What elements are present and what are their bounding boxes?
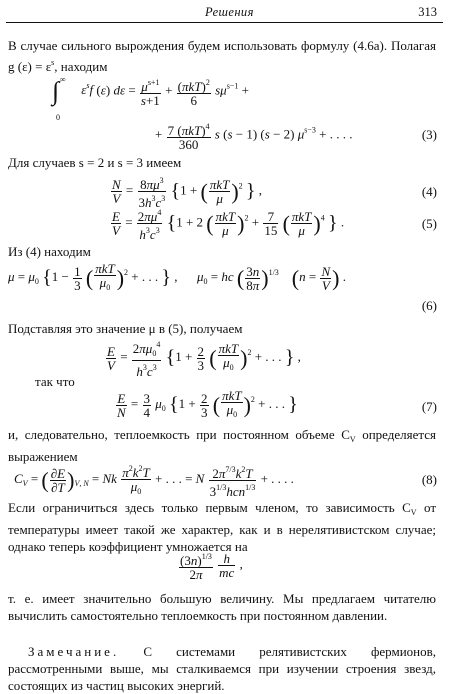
note-label: Замечание. xyxy=(28,644,120,659)
paragraph-heat-capacity: и, следовательно, теплоемкость при постоянном объеме $C_V$ определяется выражением xyxy=(8,427,436,464)
equation-coefficient: $\frac{(3n)^{1/3}}{2\pi}$ $\frac{h}{mc}$ , xyxy=(180,551,243,582)
page-number: 313 xyxy=(418,5,437,19)
equation-3-line-2: + $\frac{7 (\pi kT)^4}{360}$ s (s − 1) (s − 2) $\mu^{s-3}$ + . . . . xyxy=(155,122,353,152)
equation-number-5: (5) xyxy=(421,216,437,231)
equation-number-6: (6) xyxy=(421,298,437,313)
equation-4: $\frac{N}{V}$ = $\frac{8\pi\mu^3}{3h^3c^3}$ {1 + ( $\frac{\text{πkT}}{\mu}$ )$^2$ } , xyxy=(112,176,263,210)
paragraph-intro: В случае сильного вырождения будем использовать формулу (4.6а). Полагая g $(\varepsilon) = \varepsilon^s$, находим xyxy=(8,38,436,74)
paragraph-first-term: Если ограничиться здесь только первым членом, то зависимость $C_V$ от температуры имеет такой же характер, как и в нерелятивистском случае; однако теперь коэффициент умножается на xyxy=(8,500,436,554)
header-rule xyxy=(6,22,443,23)
paragraph-note: Замечание. С системами релятивистских фермионов, рассмотренными выше, мы сталкиваемся при изучении строения звезд, состоящих из частиц высоких энергий. xyxy=(8,644,436,693)
equation-3-line-1: ∞ ∫ 0 $\varepsilon^sf$ (ε) dε = $\frac{\mu^{s+1}}{s+1}$ + $\frac{(\pi kT)^2}{6}$ $s\mu^{s-1}$ + xyxy=(52,75,249,123)
equation-7: $\frac{E}{N}$ = $\frac{3}{4}$ $\mu_0$ {1 + $\frac{2}{3}$ ( $\frac{\text{πkT}}{\mu_0}$ )$^2$ + . . . } xyxy=(117,388,298,420)
equation-number-7: (7) xyxy=(421,399,437,414)
equation-5: $\frac{E}{V}$ = $\frac{2\pi\mu^4}{h^3c^3}$ {1 + 2 ( $\frac{\text{πkT}}{\mu}$ )$^2$ + $\frac{7}{15}$ ( $\frac{\text{πkT}}{\mu}$ )$^4$ } . xyxy=(112,208,345,242)
equation-number-4: (4) xyxy=(421,184,437,199)
equation-number-8: (8) xyxy=(421,472,437,487)
header-title: Решения xyxy=(205,5,254,19)
running-header xyxy=(0,0,449,22)
paragraph-so-that: так что xyxy=(35,374,75,389)
paragraph-from-4: Из (4) находим xyxy=(8,244,91,259)
paragraph-larger-value: т. е. имеет значительно большую величину. Мы предлагаем читателю вычислить самостоятельно теплоемкость при постоянном давлении. xyxy=(8,591,436,623)
equation-energy-density: $\frac{E}{V}$ = $\frac{2\pi\mu_0^4}{h^3c^3}$ {1 + $\frac{2}{3}$ ( $\frac{\text{πkT}}{\mu_0}$ )$^2$ + . . . } , xyxy=(107,340,301,379)
equation-number-3: (3) xyxy=(421,127,437,142)
equation-8: $C_V$ = ( $\frac{\partial E}{\partial T}$ )$_{V, N} = Nk$ $\frac{\pi^2k^2T}{\mu_0}$ + . . . = N $\frac{2\pi^{7/3}k^2T}{3^{1/3}hcn^{1/3}}$ + . . . . xyxy=(14,464,294,499)
paragraph-substitute: Подставляя это значение μ в (5), получаем xyxy=(8,321,243,336)
equation-6: $\mu = \mu_0$ {1 − $\frac{1}{3}$ ( $\frac{\text{πkT}}{\mu_0}$ )$^2$ + . . . } , $\mu_0$ = hc ( $\frac{3n}{8\pi}$ )$^{1/3}$ (n = $\frac{N}{V}$ ) . xyxy=(8,261,346,293)
paragraph-cases: Для случаев s = 2 и s = 3 имеем xyxy=(8,155,182,170)
